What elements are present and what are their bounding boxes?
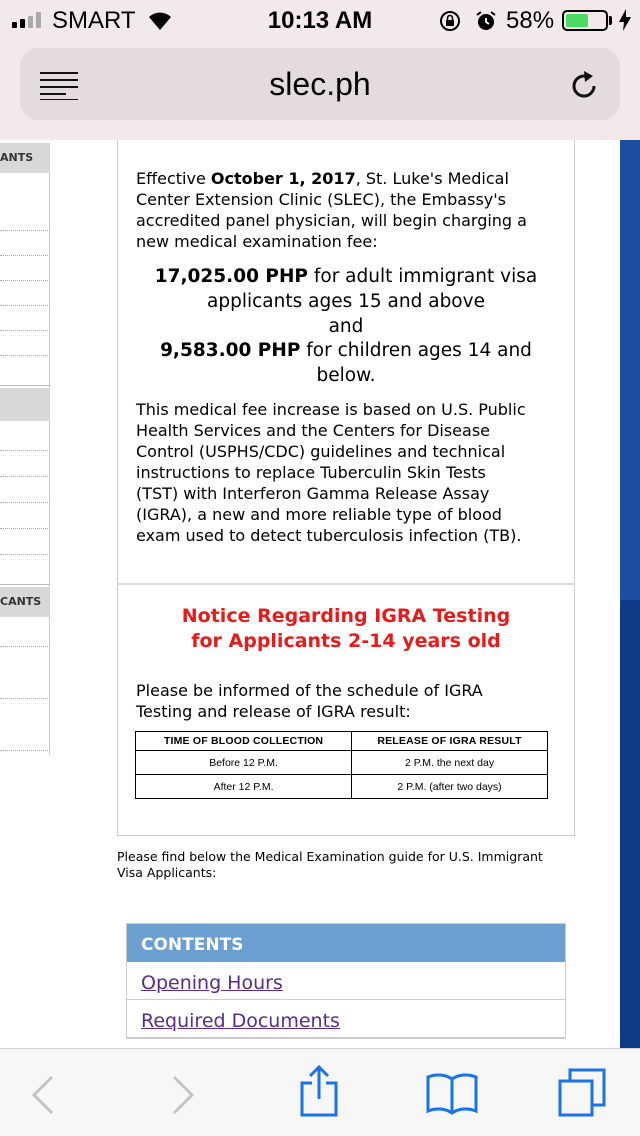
contents-title: CONTENTS	[127, 924, 565, 962]
sidebar-item[interactable]	[0, 503, 50, 529]
fee-child-line-2: below.	[316, 365, 376, 386]
status-time: 10:13 AM	[267, 7, 373, 34]
sidebar-heading: CANTS	[0, 587, 50, 617]
contents-panel	[126, 923, 566, 1039]
sidebar-heading: ANTS	[0, 143, 50, 173]
browser-toolbar	[0, 1048, 640, 1136]
igra-schedule-table	[135, 731, 548, 799]
igra-info: Please be informed of the schedule of IGRA Testing and release of IGRA result:	[136, 681, 483, 721]
battery-tip	[609, 16, 612, 25]
column-header: TIME OF BLOOD COLLECTION	[136, 732, 352, 751]
tabs-icon[interactable]	[556, 1065, 608, 1119]
carrier-name: SMART	[52, 7, 136, 34]
share-icon[interactable]	[298, 1063, 340, 1119]
and-word: and	[328, 316, 364, 337]
right-sidebar-strip	[620, 140, 640, 1048]
sidebar-item[interactable]	[0, 529, 50, 555]
forward-icon[interactable]	[170, 1075, 196, 1115]
sidebar-item[interactable]	[0, 281, 50, 306]
sidebar-item[interactable]	[0, 421, 50, 451]
fee-intro: Effective October 1, 2017, St. Luke's Medical Center Extension Clinic (SLEC), the Embassy's accredited panel physician, will begin charging a new medical examination fee:	[136, 169, 527, 251]
column-header: RELEASE OF IGRA RESULT	[352, 732, 548, 751]
battery-level	[566, 14, 588, 27]
fee-adult: 17,025.00 PHP for adult immigrant visa	[154, 266, 538, 287]
table-cell: 2 P.M. the next day	[352, 751, 548, 775]
fee-adult-line-2: applicants ages 15 and above	[207, 291, 485, 312]
sidebar-item[interactable]	[0, 699, 50, 751]
url-text[interactable]: slec.ph	[269, 66, 371, 102]
sidebar-heading-blank	[0, 388, 50, 421]
guide-intro: Please find below the Medical Examination guide for U.S. Immigrant Visa Applicants:	[117, 849, 543, 880]
sidebar-item[interactable]	[0, 555, 50, 585]
left-sidebar	[0, 143, 50, 755]
sidebar-item[interactable]	[0, 477, 50, 503]
fee-child: 9,583.00 PHP for children ages 14 and	[160, 340, 532, 361]
table-cell: Before 12 P.M.	[136, 751, 352, 775]
alarm-icon	[474, 9, 498, 33]
charging-bolt-icon	[618, 9, 632, 31]
back-icon[interactable]	[30, 1075, 56, 1115]
sidebar-item[interactable]	[0, 306, 50, 331]
section-divider	[117, 583, 575, 585]
effective-date: October 1, 2017	[210, 169, 356, 188]
fee-explanation: This medical fee increase is based on U.S. Public Health Services and the Centers for Disease Control (USPHS/CDC) guidelines and technical instructions to replace Tuberculin Skin Tests (TST) with Interferon Gamma Release Assay (IGRA), a new and more reliable type of blood exam used to detect tuberculosis infection (TB).	[136, 400, 526, 545]
table-row	[136, 751, 548, 775]
contents-link-required-documents[interactable]: Required Documents	[127, 1000, 565, 1038]
contents-link-opening-hours[interactable]: Opening Hours	[127, 962, 565, 1000]
sidebar-item[interactable]	[0, 231, 50, 256]
rotation-lock-icon	[438, 9, 462, 33]
igra-notice-subtitle: for Applicants 2-14 years old	[191, 630, 501, 652]
table-cell: After 12 P.M.	[136, 775, 352, 799]
sidebar-item[interactable]	[0, 451, 50, 477]
status-bar	[0, 0, 640, 40]
battery-percent: 58%	[506, 7, 555, 34]
reload-icon[interactable]	[566, 68, 602, 104]
sidebar-item[interactable]	[0, 331, 50, 356]
fee-child-amount: 9,583.00 PHP	[160, 340, 301, 361]
battery-icon	[562, 10, 608, 31]
table-row	[136, 775, 548, 799]
table-header-row	[136, 732, 548, 751]
igra-notice-title: Notice Regarding IGRA Testing	[181, 605, 511, 627]
sidebar-item[interactable]	[0, 173, 50, 231]
sidebar-item[interactable]	[0, 647, 50, 699]
sidebar-item[interactable]	[0, 256, 50, 281]
fee-adult-amount: 17,025.00 PHP	[154, 266, 308, 287]
bookmarks-icon[interactable]	[425, 1071, 479, 1115]
sidebar-item[interactable]	[0, 617, 50, 647]
table-cell: 2 P.M. (after two days)	[352, 775, 548, 799]
sidebar-item[interactable]	[0, 356, 50, 386]
